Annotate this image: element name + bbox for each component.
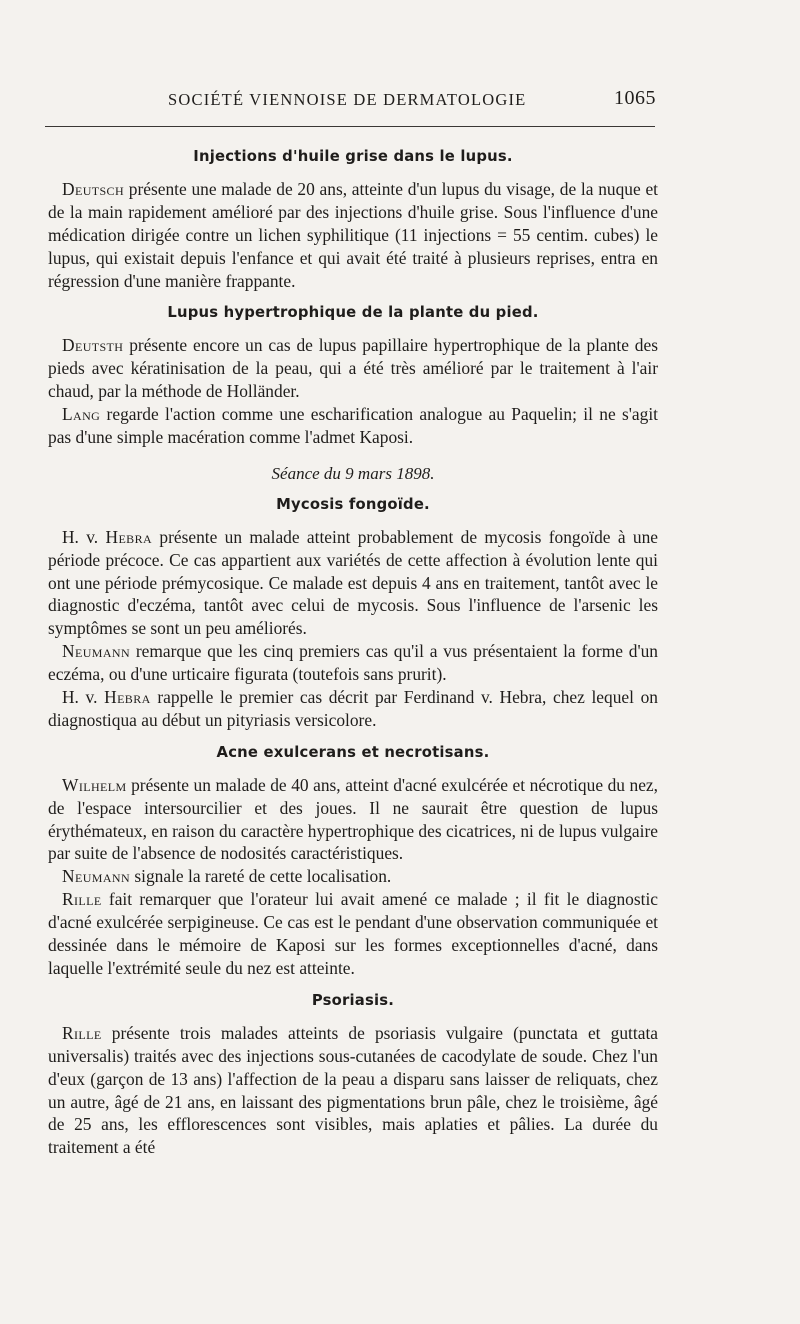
paragraph-text: fait remarquer que l'orateur lui avait amené ce malade ; il fit le diagnostic d'acné exulcérée serpigineuse. Ce cas est le pendant d'une observation communiquée et dessinée dans le mémoire de Kaposi sur les formes exceptionnelles d'acné, dans laquelle l'extrémité seule du nez est atteinte.	[48, 889, 658, 978]
name-prefix: H. v.	[62, 687, 105, 708]
section-heading: Acne exulcerans et necrotisans.	[216, 743, 490, 761]
session-date: Séance du 9 mars 1898.	[271, 463, 435, 483]
speaker-name: Deutsth	[62, 335, 124, 356]
paragraph-text: présente un malade de 40 ans, atteint d'acné exulcérée et nécrotique du nez, de l'espace intersourcilier et des joues. Il ne saurait être question de lupus érythémateux, en raison du caractère hypertrophique des cicatrices, ni de lupus vulgaire par suite de l'absence de nodosités caractéristiques.	[48, 774, 658, 864]
section-heading: Lupus hypertrophique de la plante du pied.	[167, 304, 539, 322]
paragraph-text: rappelle le premier cas décrit par Ferdinand v. Hebra, chez lequel on diagnostiqua au début un pityriasis versicolore.	[48, 687, 658, 730]
paragraph	[48, 865, 658, 888]
paragraph	[48, 888, 658, 980]
section-heading: Injections d'huile grise dans le lupus.	[193, 148, 513, 165]
page-number: 1065	[614, 87, 656, 109]
paragraph	[48, 526, 658, 641]
paragraph	[48, 640, 658, 686]
paragraph-text: présente trois malades atteints de psoriasis vulgaire (punctata et guttata universalis) traités avec des injections sous-cutanées de cacodylate de soude. Chez l'un d'eux (garçon de 13 ans) l'affection de la peau a disparu sans laisser de reliquats, chez un autre, âgé de 21 ans, en laissant des pigmentations brun pâle, chez le troisième, âgé de 25 ans, les efflorescences sont visibles, mais aplaties et pâlies. La durée du traitement a été	[48, 1022, 658, 1158]
speaker-name: Neumann	[62, 866, 131, 887]
article-body	[48, 138, 658, 1159]
section-heading: Mycosis fongoïde.	[276, 495, 430, 513]
paragraph	[48, 403, 658, 449]
paragraph-text: regarde l'action comme une escharification analogue au Paquelin; il ne s'agit pas d'une simple macération comme l'admet Kaposi.	[48, 404, 658, 447]
speaker-name: Deutsch	[62, 178, 125, 199]
paragraph-text: présente un malade atteint probablement de mycosis fongoïde à une période précoce. Ce cas appartient aux variétés de cette affection à évolution lente qui ont une période prémycosique. Ce malade est depuis 4 ans en traitement, tantôt avec le diagnostic d'eczéma, tantôt avec celui de mycosis. Sous l'influence de l'arsenic les symptômes se sont un peu améliorés.	[48, 526, 659, 639]
name-prefix: H. v.	[62, 526, 106, 547]
paragraph	[48, 178, 658, 293]
speaker-name: Rille	[62, 889, 102, 910]
paragraph-text: présente une malade de 20 ans, atteinte d'un lupus du visage, de la nuque et de la main rapidement amélioré par des injections d'huile grise. Sous l'influence d'une médication dirigée contre un lichen syphilitique (11 injections = 55 centim. cubes) le lupus, qui existait depuis l'enfance et qui avait été traité à plusieurs reprises, entra en régression d'une manière frappante.	[48, 178, 658, 291]
paragraph	[48, 774, 658, 866]
paragraph	[48, 1022, 658, 1159]
paragraph-text: signale la rareté de cette localisation.	[130, 866, 392, 887]
paragraph-text: remarque que les cinq premiers cas qu'il a vus présentaient la forme d'un eczéma, ou d'une urticaire figurata (toutefois sans prurit).	[48, 641, 658, 685]
speaker-name: Rille	[62, 1022, 102, 1043]
speaker-name: Hebra	[104, 687, 151, 708]
speaker-name: Lang	[62, 404, 101, 425]
section-heading: Psoriasis.	[311, 991, 395, 1009]
paragraph-text: présente encore un cas de lupus papillaire hypertrophique de la plante des pieds avec kératinisation de la peau, qui a été très amélioré par le traitement à l'air chaud, par la méthode de Holländer.	[48, 335, 658, 402]
speaker-name: Neumann	[62, 641, 131, 662]
header-rule	[45, 126, 655, 127]
speaker-name: Hebra	[105, 526, 153, 547]
running-head	[120, 87, 660, 114]
speaker-name: Wilhelm	[62, 774, 127, 795]
paragraph	[48, 334, 658, 403]
paragraph	[48, 686, 658, 732]
running-title: SOCIÉTÉ VIENNOISE DE DERMATOLOGIE	[168, 90, 527, 109]
